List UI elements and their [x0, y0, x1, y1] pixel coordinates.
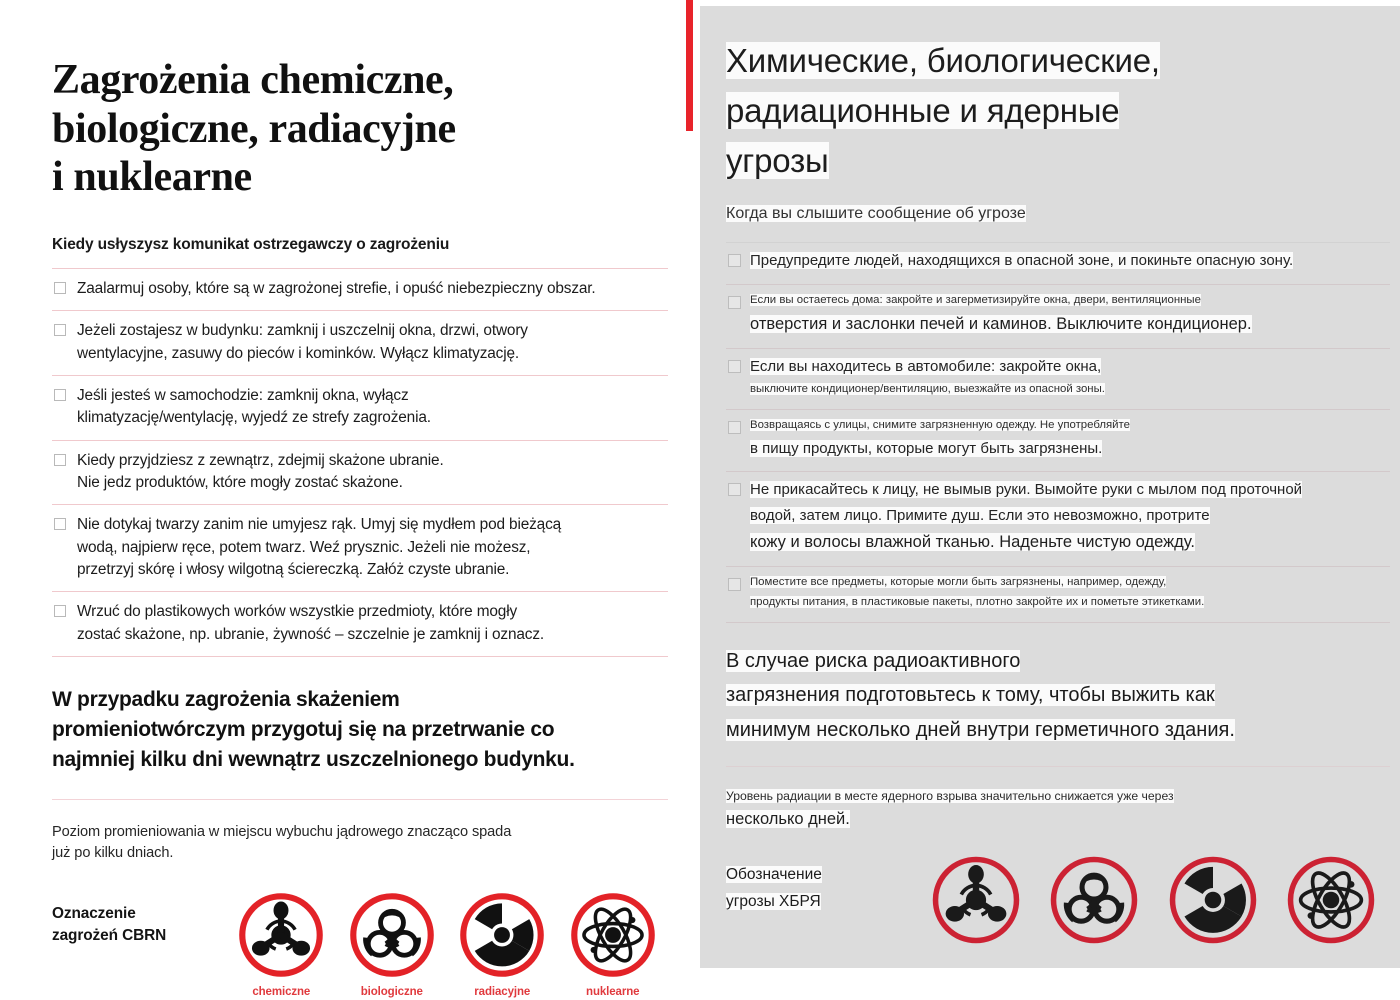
- radiation-note-line: już po kilku dniach.: [52, 845, 174, 862]
- checkbox-icon[interactable]: [728, 360, 741, 373]
- checkbox-icon[interactable]: [728, 578, 741, 591]
- page-title: [52, 56, 668, 202]
- translated-callout-line: В случае риска радиоактивного: [726, 650, 1021, 673]
- checklist-item[interactable]: [52, 505, 668, 592]
- checkbox-icon[interactable]: [728, 296, 741, 309]
- checklist-item[interactable]: [52, 311, 668, 376]
- checklist-item[interactable]: [52, 376, 668, 441]
- translated-callout-line: загрязнения подготовьтесь к тому, чтобы выжить как: [726, 684, 1215, 707]
- checklist-item-text: Nie dotykaj twarzy zanim nie umyjesz rąk. Umyj się mydłem pod bieżącą wodą, najpierw ręce, potem twarz. Weź prysznic. Jeżeli nie możesz, przetrzyj skórę i włosy wilgotną ściereczką. Załóż czyste ubranie.: [77, 516, 562, 579]
- radiation-note: [52, 822, 668, 866]
- cbrn-icon-cell-chemical: [226, 891, 336, 998]
- checklist-item-text: Zaalarmuj osoby, które są w zagrożonej strefie, i opuść niebezpieczny obszar.: [77, 280, 596, 298]
- translated-instruction-checklist: [726, 242, 1390, 623]
- checkbox-icon[interactable]: [728, 254, 741, 267]
- checklist-item[interactable]: [726, 410, 1390, 472]
- checkbox-icon[interactable]: [54, 389, 66, 401]
- translated-title-line: Химические, биологические,: [726, 42, 1160, 79]
- checkbox-icon[interactable]: [54, 454, 66, 466]
- checklist-item[interactable]: [726, 243, 1390, 285]
- checklist-item-text: Jeżeli zostajesz w budynku: zamknij i uszczelnij okna, drzwi, otwory wentylacyjne, zasuwy do pieców i kominków. Wyłącz klimatyzację.: [77, 322, 528, 362]
- checklist-item[interactable]: [726, 472, 1390, 567]
- cbrn-icon-cell-nuclear: [1272, 854, 1390, 946]
- checklist-item-text: Возвращаясь с улицы, снимите загрязненную одежду. Не употребляйте в пищу продукты, которые могут быть загрязнены.: [750, 419, 1130, 457]
- source-document-panel: [0, 0, 686, 1000]
- radiation-callout-line: promieniotwórczym przygotuj się na przetrwanie co: [52, 717, 555, 741]
- checklist-item[interactable]: [726, 349, 1390, 411]
- chemical-hazard-icon: [930, 854, 1022, 946]
- nuclear-atom-icon: [569, 891, 657, 979]
- cbrn-icon-cell-radiological: [447, 891, 557, 998]
- cbrn-icon-cell-radiological: [1153, 854, 1271, 946]
- checklist-item[interactable]: [726, 285, 1390, 349]
- checklist-item-text: Поместите все предметы, которые могли быть загрязнены, например, одежду, продукты питания, в пластиковые пакеты, плотно закройте их и пометьте этикетками.: [750, 575, 1205, 608]
- checklist-item[interactable]: [52, 592, 668, 657]
- checklist-item-text: Не прикасайтесь к лицу, не вымыв руки. Вымойте руки с мылом под проточной водой, затем лицо. Примите душ. Если это невозможно, протрите кожу и волосы влажной тканью. Наденьте чистую одежду.: [750, 481, 1303, 552]
- checklist-item[interactable]: [52, 269, 668, 311]
- checklist-item-text: Предупредите людей, находящихся в опасной зоне, и покиньте опасную зону.: [750, 252, 1294, 270]
- translated-page-title: [726, 36, 1390, 186]
- checklist-item[interactable]: [726, 567, 1390, 623]
- cbrn-icon-cell-chemical: [917, 854, 1035, 946]
- page-title-line: Zagrożenia chemiczne,: [52, 57, 454, 103]
- cbrn-icon-cell-biological: [337, 891, 447, 998]
- translated-note-line: Уровень радиации в месте ядерного взрыва значительно снижается уже через: [726, 789, 1174, 804]
- checkbox-icon[interactable]: [54, 518, 66, 530]
- translated-note-line: несколько дней.: [726, 810, 850, 829]
- checkbox-icon[interactable]: [728, 483, 741, 496]
- section-subheading: Kiedy usłyszysz komunikat ostrzegawczy o zagrożeniu: [52, 236, 450, 254]
- instruction-checklist: [52, 268, 668, 657]
- checklist-item-text: Если вы находитесь в автомобиле: закройте окна, выключите кондиционер/вентиляцию, выезжайте из опасной зоны.: [750, 357, 1105, 396]
- radiation-hazard-icon: [1167, 854, 1259, 946]
- translated-title-line: радиационные и ядерные: [726, 92, 1120, 130]
- cbrn-icon-cell-nuclear: [558, 891, 668, 998]
- radiation-callout-line: W przypadku zagrożenia skażeniem: [52, 688, 400, 712]
- checklist-item-text: Wrzuć do plastikowych worków wszystkie przedmioty, które mogły zostać skażone, np. ubranie, żywność – szczelnie je zamknij i oznacz.: [77, 603, 544, 643]
- checklist-item[interactable]: [52, 441, 668, 506]
- radiation-callout-line: najmniej kilku dni wewnątrz uszczelnionego budynku.: [52, 747, 575, 771]
- translated-radiation-callout: [726, 645, 1390, 746]
- translated-subheading: Когда вы слышите сообщение об угрозе: [726, 205, 1026, 223]
- radiation-note-line: Poziom promieniowania w miejscu wybuchu jądrowego znacząco spada: [52, 823, 512, 840]
- translated-cbrn-icon-legend: [726, 854, 1390, 946]
- cbrn-legend-label: Oznaczenie zagrożeń CBRN: [52, 905, 167, 945]
- checkbox-icon[interactable]: [54, 282, 66, 294]
- translated-cbrn-legend-label: Обозначение угрозы ХБРЯ: [726, 866, 822, 911]
- biohazard-icon: [348, 891, 436, 979]
- cbrn-icon-caption: biologiczne: [360, 986, 423, 999]
- radiation-hazard-icon: [458, 891, 546, 979]
- translation-overlay-panel: [700, 6, 1400, 968]
- translated-title-line: угрозы: [726, 142, 829, 180]
- radiation-callout: [52, 685, 668, 774]
- checkbox-icon[interactable]: [54, 324, 66, 336]
- checklist-item-text: Jeśli jesteś w samochodzie: zamknij okna, wyłącz klimatyzację/wentylację, wyjedź ze strefy zagrożenia.: [77, 387, 431, 427]
- divider: [52, 799, 668, 800]
- cbrn-icon-legend: [52, 891, 668, 998]
- checkbox-icon[interactable]: [54, 605, 66, 617]
- cbrn-icon-caption: chemiczne: [252, 986, 311, 999]
- cbrn-icon-caption: radiacyjne: [474, 986, 531, 999]
- biohazard-icon: [1048, 854, 1140, 946]
- checklist-item-text: Если вы остаетесь дома: закройте и загерметизируйте окна, двери, вентиляционные отверстия и заслонки печей и каминов. Выключите кондиционер.: [750, 293, 1252, 334]
- translated-callout-line: минимум несколько дней внутри герметичного здания.: [726, 718, 1235, 741]
- page-title-line: i nuklearne: [52, 154, 252, 201]
- translated-radiation-note: [726, 787, 1390, 832]
- checklist-item-text: Kiedy przyjdziesz z zewnątrz, zdejmij skażone ubranie. Nie jedz produktów, które mogły zostać skażone.: [77, 451, 444, 492]
- cbrn-icon-cell-biological: [1035, 854, 1153, 946]
- cbrn-icon-caption: nuklearne: [586, 986, 640, 999]
- checkbox-icon[interactable]: [728, 421, 741, 434]
- accent-bar: [686, 0, 693, 131]
- page-title-line: biologiczne, radiacyjne: [52, 105, 456, 152]
- nuclear-atom-icon: [1285, 854, 1377, 946]
- divider: [726, 766, 1390, 767]
- chemical-hazard-icon: [237, 891, 325, 979]
